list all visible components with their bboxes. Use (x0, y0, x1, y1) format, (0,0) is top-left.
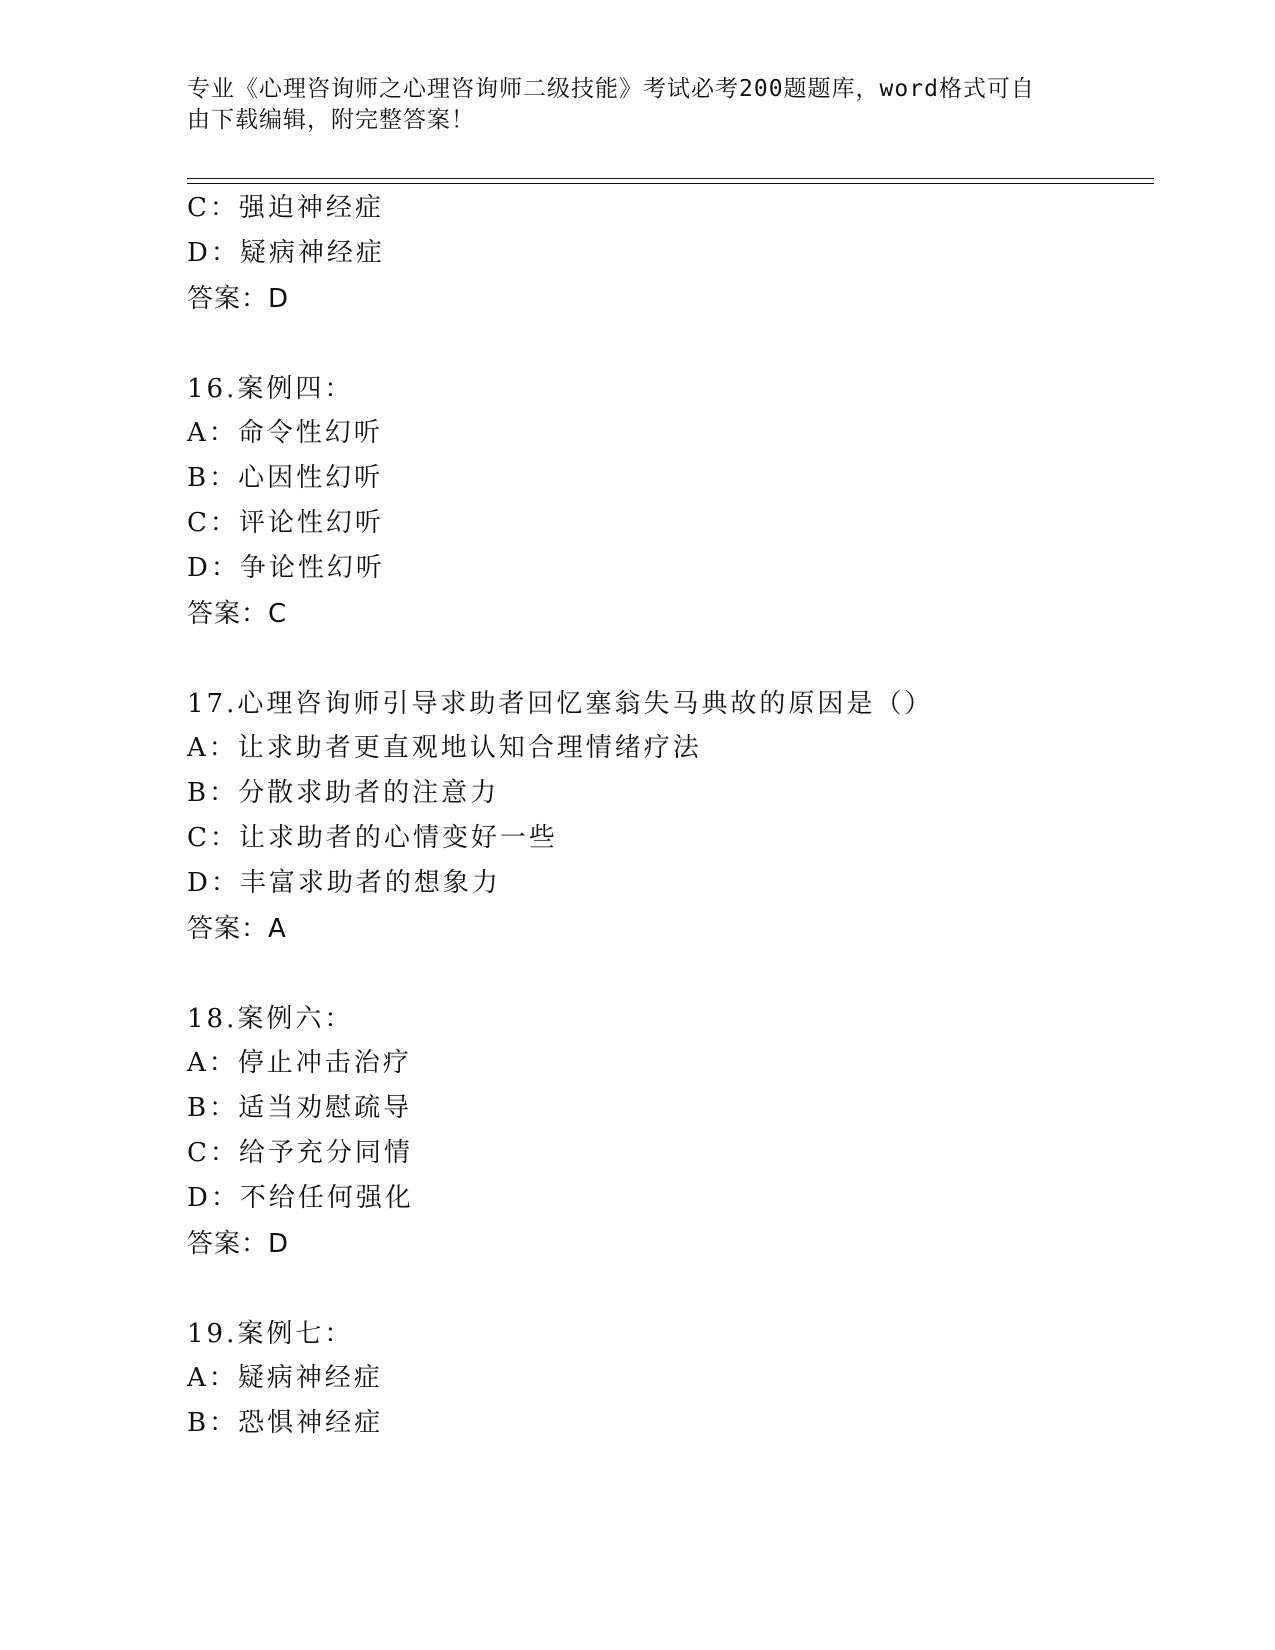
q17-option-c: C：让求助者的心情变好一些 (187, 823, 558, 853)
q16-option-b: B：心因性幻听 (187, 463, 384, 493)
q18-answer: 答案：D (187, 1229, 290, 1259)
q15-answer: 答案：D (187, 284, 290, 314)
q16-option-a: A：命令性幻听 (187, 418, 383, 448)
header-line-2: 由下载编辑，附完整答案！ (187, 107, 475, 133)
q17-option-a: A：让求助者更直观地认知合理情绪疗法 (187, 733, 702, 763)
q15-option-c: C：强迫神经症 (187, 193, 384, 223)
q18-option-d: D：不给任何强化 (187, 1183, 414, 1213)
q18-option-a: A：停止冲击治疗 (187, 1048, 412, 1078)
q17-question: 17.心理咨询师引导求助者回忆塞翁失马典故的原因是（） (187, 689, 934, 719)
q16-option-c: C：评论性幻听 (187, 508, 384, 538)
header-line-1: 专业《心理咨询师之心理咨询师二级技能》考试必考200题题库，word格式可自 (187, 76, 1035, 102)
q16-option-d: D：争论性幻听 (187, 553, 385, 583)
q18-question: 18.案例六： (187, 1004, 354, 1034)
q19-option-a: A：疑病神经症 (187, 1363, 383, 1393)
q18-option-c: C：给予充分同情 (187, 1138, 413, 1168)
document-header (187, 74, 1077, 136)
header-divider-top (187, 178, 1154, 179)
q17-option-d: D：丰富求助者的想象力 (187, 868, 501, 898)
q15-option-d: D：疑病神经症 (187, 238, 385, 268)
header-divider-bottom (187, 183, 1154, 184)
q19-question: 19.案例七： (187, 1319, 354, 1349)
q16-question: 16.案例四： (187, 374, 354, 404)
q18-option-b: B：适当劝慰疏导 (187, 1093, 413, 1123)
q16-answer: 答案：C (187, 599, 288, 629)
q17-answer: 答案：A (187, 914, 287, 944)
q17-option-b: B：分散求助者的注意力 (187, 778, 500, 808)
q19-option-b: B：恐惧神经症 (187, 1408, 384, 1438)
